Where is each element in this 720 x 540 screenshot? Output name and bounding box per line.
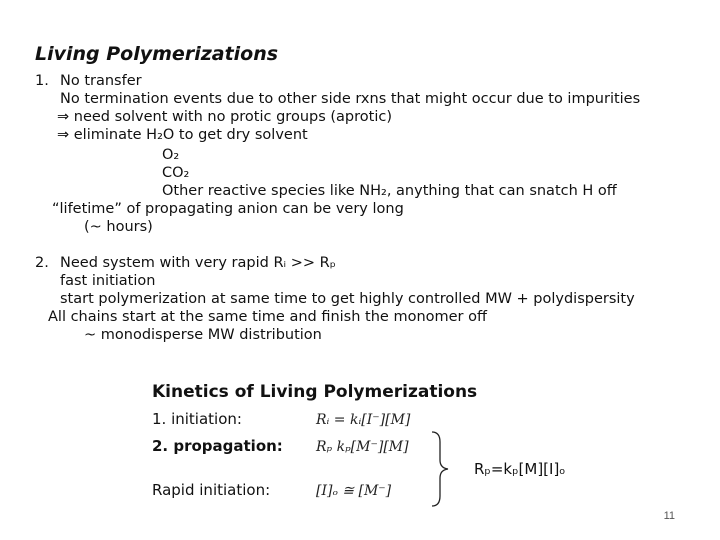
section-2-number: 2. [35, 255, 49, 271]
section-1-line: (~ hours) [84, 219, 153, 235]
kinetics-title: Kinetics of Living Polymerizations [152, 382, 478, 402]
kinetics-row-equation: [I]ₒ ≅ [M⁻] [316, 483, 392, 499]
section-2-heading: Need system with very rapid Rᵢ >> Rₚ [60, 255, 336, 271]
section-1-line: ⇒ need solvent with no protic groups (aprotic) [57, 109, 392, 125]
section-2-line: fast initiation [60, 273, 156, 289]
section-1-line: O₂ [162, 147, 180, 163]
kinetics-row-equation: Rᵢ = kᵢ[I⁻][M] [316, 412, 411, 428]
page-number: 11 [663, 510, 675, 522]
kinetics-result: Rₚ=kₚ[M][I]ₒ [474, 460, 566, 478]
kinetics-row-equation: Rₚ kₚ[M⁻][M] [316, 439, 409, 455]
section-1-line: No termination events due to other side rxns that might occur due to impurities [60, 91, 641, 107]
kinetics-row-label: Rapid initiation: [152, 481, 271, 499]
section-2-line: ~ monodisperse MW distribution [84, 327, 322, 343]
section-1-heading: No transfer [60, 73, 142, 89]
curly-brace [428, 430, 450, 508]
section-1-line: Other reactive species like NH₂, anything that can snatch H off [162, 183, 617, 199]
section-2-line: start polymerization at same time to get highly controlled MW + polydispersity [60, 291, 635, 307]
slide-title: Living Polymerizations [35, 43, 279, 65]
kinetics-row-label: 2. propagation: [152, 437, 283, 455]
section-2-line: All chains start at the same time and finish the monomer off [48, 309, 487, 325]
section-1-line: “lifetime” of propagating anion can be very long [52, 201, 404, 217]
section-1-line: ⇒ eliminate H₂O to get dry solvent [57, 127, 308, 143]
section-1-number: 1. [35, 73, 49, 89]
section-1-line: CO₂ [162, 165, 190, 181]
kinetics-row-label: 1. initiation: [152, 410, 242, 428]
